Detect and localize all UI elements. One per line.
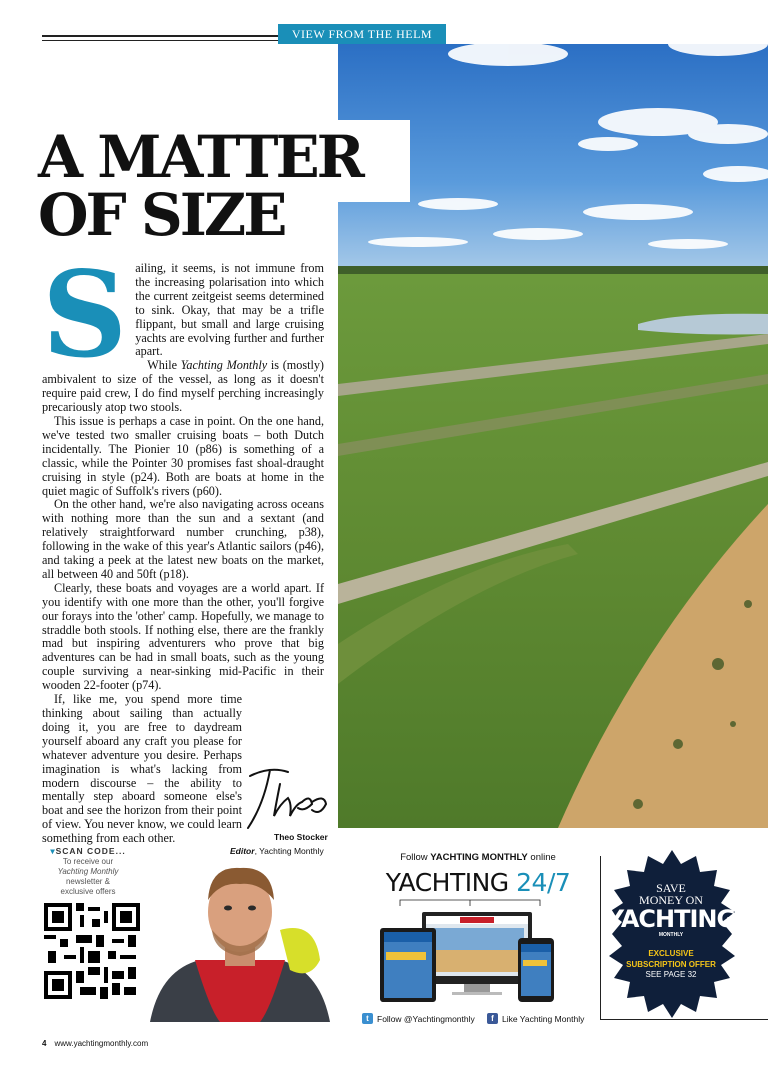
badge-exclusive-1: EXCLUSIVE bbox=[648, 949, 694, 958]
paragraph-5: Clearly, these boats and voyages are a world apart. If you identify with one more than the other, you'll forgive our forays into the 'other' camp. Hopefully, we manage to straddle both stools. If nothing else, there are the frankly mad but inspiring adventurers who prove that big adventures can be had in small boats, such as the young couple surviving a near-sinking mid-Pacific in their wooden 22-footer (p74). bbox=[42, 580, 324, 693]
paragraph-2-end: is (mostly) ambivalent to size of the vessel, as long as it doesn't require paid crew, I do find myself perching increasingly precariously atop two stools. bbox=[42, 358, 324, 415]
scan-heading bbox=[38, 846, 138, 857]
follow-suffix: online bbox=[527, 852, 556, 863]
page-footer bbox=[42, 1039, 148, 1048]
handwritten-signature bbox=[240, 764, 330, 839]
scan-line-3: newsletter & bbox=[65, 877, 111, 886]
badge-exclusive-2: SUBSCRIPTION OFFER bbox=[626, 960, 716, 969]
title-line-2: OF SIZE bbox=[38, 181, 285, 249]
scan-line-1: To receive our bbox=[62, 857, 114, 866]
scan-heading-text: SCAN CODE... bbox=[55, 846, 126, 856]
editor-portrait-photo bbox=[140, 860, 336, 1022]
editor-title: Editor, Yachting Monthly bbox=[230, 846, 324, 856]
badge-save-text bbox=[600, 882, 742, 906]
badge-brand-sub: MONTHLY bbox=[658, 932, 684, 938]
twitter-link[interactable] bbox=[362, 1013, 475, 1024]
paragraph-2-italic: Yachting Monthly bbox=[180, 358, 268, 373]
facebook-icon: f bbox=[487, 1013, 498, 1024]
facebook-text: Like Yachting Monthly bbox=[502, 1013, 585, 1024]
paragraph-4: On the other hand, we're also navigating across oceans with nothing more than the sun and a sextant (and relatively straightforward number crunching, p38), following in the wake of this year's Atlantic sailors (p46), and taking a peek at the latest new boats on the market, all between 40 and 50ft (p18). bbox=[42, 497, 324, 581]
badge-save-line-1: SAVE bbox=[656, 881, 686, 895]
scan-line-4: exclusive offers bbox=[60, 887, 116, 896]
badge-see-page: SEE PAGE 32 bbox=[645, 970, 697, 979]
editor-role: Editor bbox=[230, 846, 255, 856]
paragraph-2-start: While bbox=[147, 358, 181, 373]
editor-name: Theo Stocker bbox=[274, 832, 328, 842]
header-rule bbox=[42, 35, 292, 41]
follow-online-text bbox=[360, 852, 596, 863]
247-word: 24/7 bbox=[516, 868, 571, 897]
triangle-icon: ▾ bbox=[50, 846, 56, 856]
devices-illustration bbox=[370, 898, 570, 1008]
promo-bottom-rule bbox=[600, 1019, 768, 1020]
scan-code-block bbox=[38, 846, 138, 897]
qr-code[interactable] bbox=[44, 903, 140, 999]
article-body bbox=[42, 245, 324, 846]
twitter-text: Follow @Yachtingmonthly bbox=[377, 1013, 475, 1024]
footer-url[interactable]: www.yachtingmonthly.com bbox=[54, 1039, 149, 1048]
yachting-word: YACHTING bbox=[385, 868, 509, 897]
editor-publication: Yachting Monthly bbox=[259, 846, 324, 856]
follow-prefix: Follow bbox=[400, 852, 431, 863]
paragraph-3: This issue is perhaps a case in point. On the one hand, we've tested two smaller cruising boats – both Dutch incidentally. The Pionier 10 (p86) is something of a classic, while the Pointer 30 promises fast shoal-draught cruising in style (p24). Both are boats at home in the quiet magic of Suffolk's rivers (p60). bbox=[42, 413, 324, 498]
title-line-1: A MATTER bbox=[38, 123, 362, 191]
badge-exclusive bbox=[600, 948, 742, 970]
drop-cap: S bbox=[42, 245, 128, 384]
scan-line-2: Yachting Monthly bbox=[57, 867, 119, 876]
twitter-icon: t bbox=[362, 1013, 373, 1024]
badge-brand: YACHTING bbox=[606, 905, 736, 933]
facebook-link[interactable] bbox=[487, 1013, 584, 1024]
follow-brand: YACHTING MONTHLY bbox=[430, 852, 528, 863]
paragraph-6: If, like me, you spend more time thinking about sailing than actually doing it, you are free to daydream yourself aboard any craft you please for whatever adventure you desire. Perhaps imagination is what's lacking from modern discourse – the ability to mentally step aboard someone else's boat and see the horizon from their point of view. You never know, we could learn something from each other. bbox=[42, 692, 242, 846]
badge-save-line-2: MONEY ON bbox=[639, 893, 703, 907]
yachting-247-logo bbox=[360, 868, 596, 897]
paragraph-1: ailing, it seems, is not immune from the increasing polarisation into which the current zeitgeist seems determined to sink. Okay, that may be a trifle flippant, but small and large cruising yachts are evolving further and further apart. bbox=[135, 261, 324, 359]
section-label: VIEW FROM THE HELM bbox=[278, 24, 446, 44]
article-title bbox=[38, 123, 398, 249]
page-number: 4 bbox=[42, 1039, 47, 1048]
